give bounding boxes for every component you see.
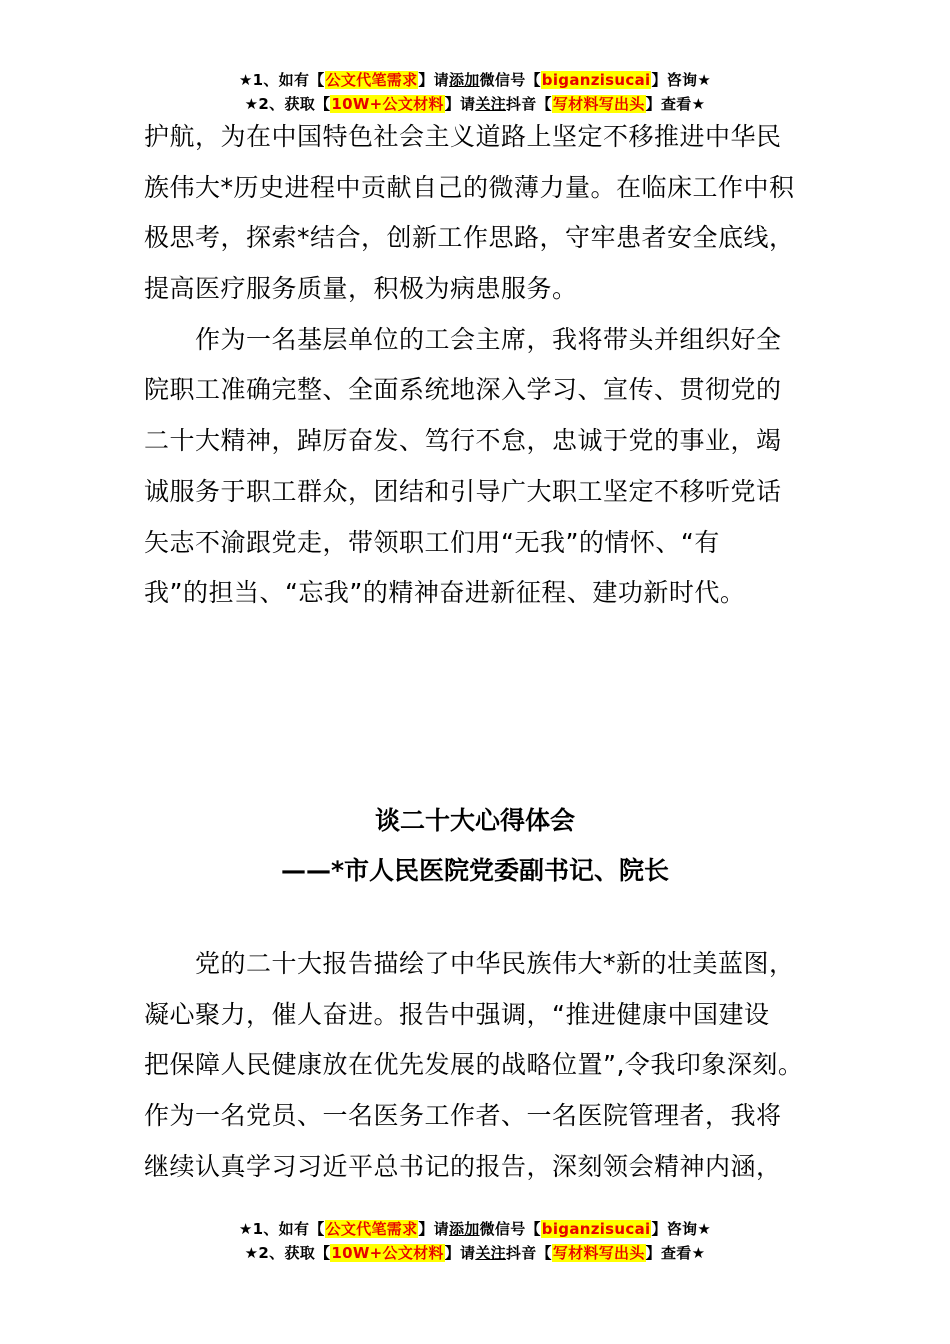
footer-banner (0, 1217, 950, 1265)
banner-text: 】请 (418, 1220, 449, 1238)
banner-text-underlined: 关注 (475, 1244, 506, 1262)
banner-text: 抖音【 (505, 95, 552, 113)
highlight-wechat-id: biganzisucai (541, 1220, 651, 1238)
text-line: 把保障人民健康放在优先发展的战略位置”,令我印象深刻。 (144, 1050, 804, 1080)
banner-text: ★1、如有【 (238, 71, 325, 89)
text-line: 凝心聚力，催人奋进。报告中强调，“推进健康中国建设 (144, 999, 770, 1029)
highlight-materials: 10W+公文材料 (331, 1244, 444, 1262)
banner-text-underlined: 添加 (448, 71, 480, 89)
text-line: 我”的担当、“忘我”的精神奋进新征程、建功新时代。 (144, 578, 746, 608)
text-line: 矢志不渝跟党走，带领职工们用“无我”的情怀、“有 (144, 527, 720, 557)
highlight-douyin-account: 写材料写出头 (552, 95, 645, 113)
banner-text-underlined: 添加 (448, 1220, 480, 1238)
banner-text: 微信号【 (479, 1220, 541, 1238)
text-line: 护航，为在中国特色社会主义道路上坚定不移推进中华民 (144, 122, 782, 151)
highlight-materials: 10W+公文材料 (331, 95, 444, 113)
text-line: 二十大精神，踔厉奋发、笃行不怠，忠诚于党的事业，竭 (144, 426, 782, 456)
banner-text: 】查看★ (645, 1244, 706, 1262)
banner-text: 微信号【 (479, 71, 541, 89)
text-line: 提高医疗服务质量，积极为病患服务。 (144, 274, 578, 304)
text-line: 极思考，探索*结合，创新工作思路，守牢患者安全底线， (144, 223, 795, 253)
banner-text: 】咨询★ (651, 1220, 712, 1238)
paragraph-block-1 (144, 112, 809, 619)
banner-text: 】咨询★ (651, 71, 712, 89)
highlight-writing-service: 公文代笔需求 (325, 71, 418, 89)
banner-text: ★1、如有【 (238, 1220, 325, 1238)
banner-line-1 (0, 68, 950, 92)
highlight-douyin-account: 写材料写出头 (552, 1244, 645, 1262)
banner-text: ★2、获取【 (244, 1244, 331, 1262)
article-title: 谈二十大心得体会 (374, 806, 575, 835)
text-line: 族伟大*历史进程中贡献自己的微薄力量。在临床工作中积 (144, 172, 795, 202)
banner-text: 】查看★ (645, 95, 706, 113)
banner-text: 抖音【 (505, 1244, 552, 1262)
text-line: 诚服务于职工群众，团结和引导广大职工坚定不移听党话 (144, 476, 782, 506)
highlight-writing-service: 公文代笔需求 (325, 1220, 418, 1238)
text-line: 作为一名党员、一名医务工作者、一名医院管理者，我将 (144, 1101, 782, 1131)
text-line: 继续认真学习习近平总书记的报告，深刻领会精神内涵， (144, 1151, 782, 1181)
banner-text: 】请 (418, 71, 449, 89)
banner-text-underlined: 关注 (475, 95, 506, 113)
header-banner (0, 68, 950, 116)
paragraph-block-2 (144, 939, 809, 1192)
banner-text: 】请 (444, 95, 476, 113)
highlight-wechat-id: biganzisucai (541, 71, 651, 89)
text-line: 党的二十大报告描绘了中华民族伟大*新的壮美蓝图， (144, 949, 795, 978)
article-subtitle: ——*市人民医院党委副书记、院长 (280, 856, 670, 885)
text-line: 院职工准确完整、全面系统地深入学习、宣传、贯彻党的 (144, 375, 782, 405)
banner-line-2 (0, 1241, 950, 1265)
banner-line-1 (0, 1217, 950, 1241)
banner-text: ★2、获取【 (244, 95, 331, 113)
text-line: 作为一名基层单位的工会主席，我将带头并组织好全 (144, 324, 782, 354)
banner-text: 】请 (444, 1244, 476, 1262)
